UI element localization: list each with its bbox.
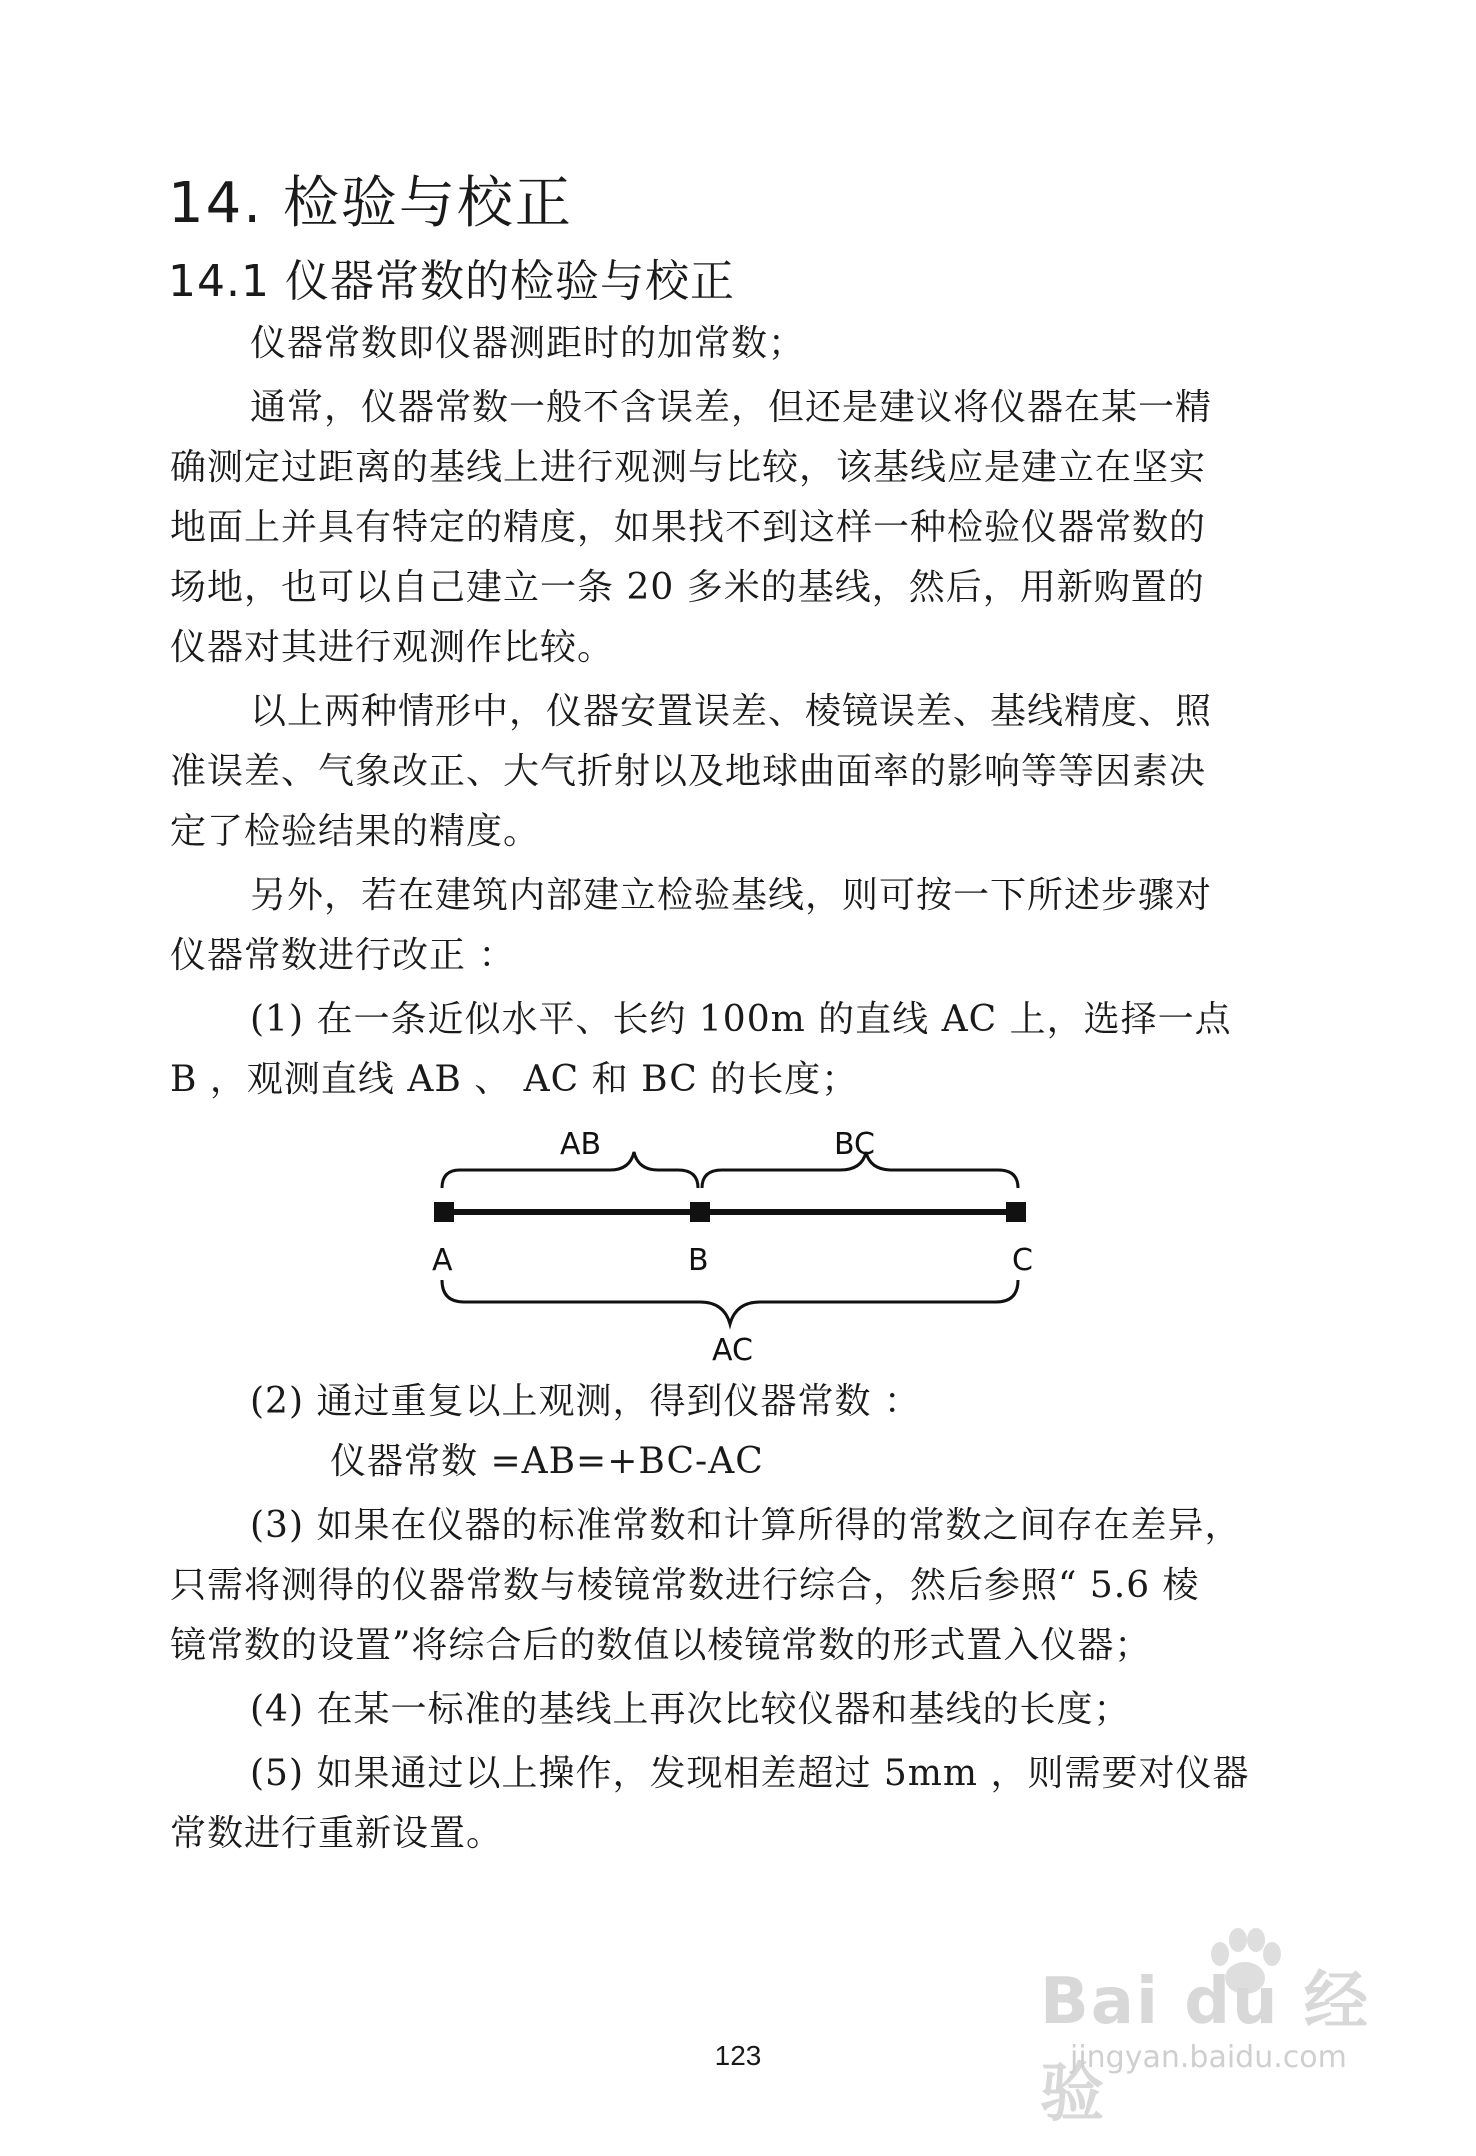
- point-a-label: A: [432, 1243, 453, 1278]
- paragraph-line: 通常，仪器常数一般不含误差，但还是建议将仪器在某一精: [250, 387, 1213, 428]
- formula-line: 仪器常数 =AB=+BC-AC: [330, 1441, 764, 1482]
- paragraph-line: 定了检验结果的精度。: [170, 811, 541, 852]
- step-line: (1) 在一条近似水平、长约 100m 的直线 AC 上，选择一点: [250, 999, 1232, 1040]
- label-bc: BC: [834, 1127, 876, 1162]
- step-line: 只需将测得的仪器常数与棱镜常数进行综合，然后参照“ 5.6 棱: [170, 1565, 1200, 1606]
- paragraph-line: 仪器常数进行改正 ：: [170, 935, 516, 976]
- page-number: 123: [714, 2040, 762, 2071]
- step-line: (4) 在某一标准的基线上再次比较仪器和基线的长度；: [250, 1689, 1131, 1730]
- label-ab: AB: [560, 1127, 602, 1162]
- point-c-marker: [1006, 1202, 1026, 1222]
- point-c-label: C: [1012, 1243, 1033, 1278]
- step-line: 镜常数的设置”将综合后的数值以棱镜常数的形式置入仪器；: [170, 1625, 1152, 1666]
- paragraph-line: 确测定过距离的基线上进行观测与比较，该基线应是建立在坚实: [170, 447, 1207, 488]
- watermark-logo: Bai du 经验: [1040, 1965, 1370, 2131]
- paragraph-line: 准误差、气象改正、大气折射以及地球曲面率的影响等等因素决: [170, 751, 1207, 792]
- brace-ac: [442, 1280, 1018, 1324]
- step-line: (3) 如果在仪器的标准常数和计算所得的常数之间存在差异，: [250, 1505, 1242, 1546]
- paragraph-line: 以上两种情形中，仪器安置误差、棱镜误差、基线精度、照: [250, 691, 1213, 732]
- paragraph-line: 地面上并具有特定的精度，如果找不到这样一种检验仪器常数的: [170, 507, 1207, 548]
- baseline-diagram: [400, 1120, 1080, 1370]
- label-ac: AC: [712, 1333, 753, 1368]
- step-line: (5) 如果通过以上操作，发现相差超过 5mm ，则需要对仪器: [250, 1753, 1250, 1794]
- baidu-watermark: [1040, 1920, 1400, 2131]
- chapter-title: 14. 检验与校正: [168, 171, 573, 236]
- point-b-marker: [690, 1202, 710, 1222]
- step-line: B ，观测直线 AB 、 AC 和 BC 的长度；: [170, 1059, 859, 1100]
- point-b-label: B: [688, 1243, 709, 1278]
- paragraph-line: 另外，若在建筑内部建立检验基线，则可按一下所述步骤对: [250, 875, 1213, 916]
- point-a-marker: [434, 1202, 454, 1222]
- paragraph-line: 仪器对其进行观测作比较。: [170, 627, 615, 668]
- paragraph-line: 仪器常数即仪器测距时的加常数；: [250, 323, 806, 364]
- step-line: 常数进行重新设置。: [170, 1813, 504, 1854]
- section-title: 14.1 仪器常数的检验与校正: [168, 256, 735, 307]
- watermark-url: jingyan.baidu.com: [1070, 2040, 1347, 2075]
- step-line: (2) 通过重复以上观测，得到仪器常数 ：: [250, 1381, 921, 1422]
- paragraph-line: 场地，也可以自己建立一条 20 多米的基线，然后，用新购置的: [170, 567, 1205, 608]
